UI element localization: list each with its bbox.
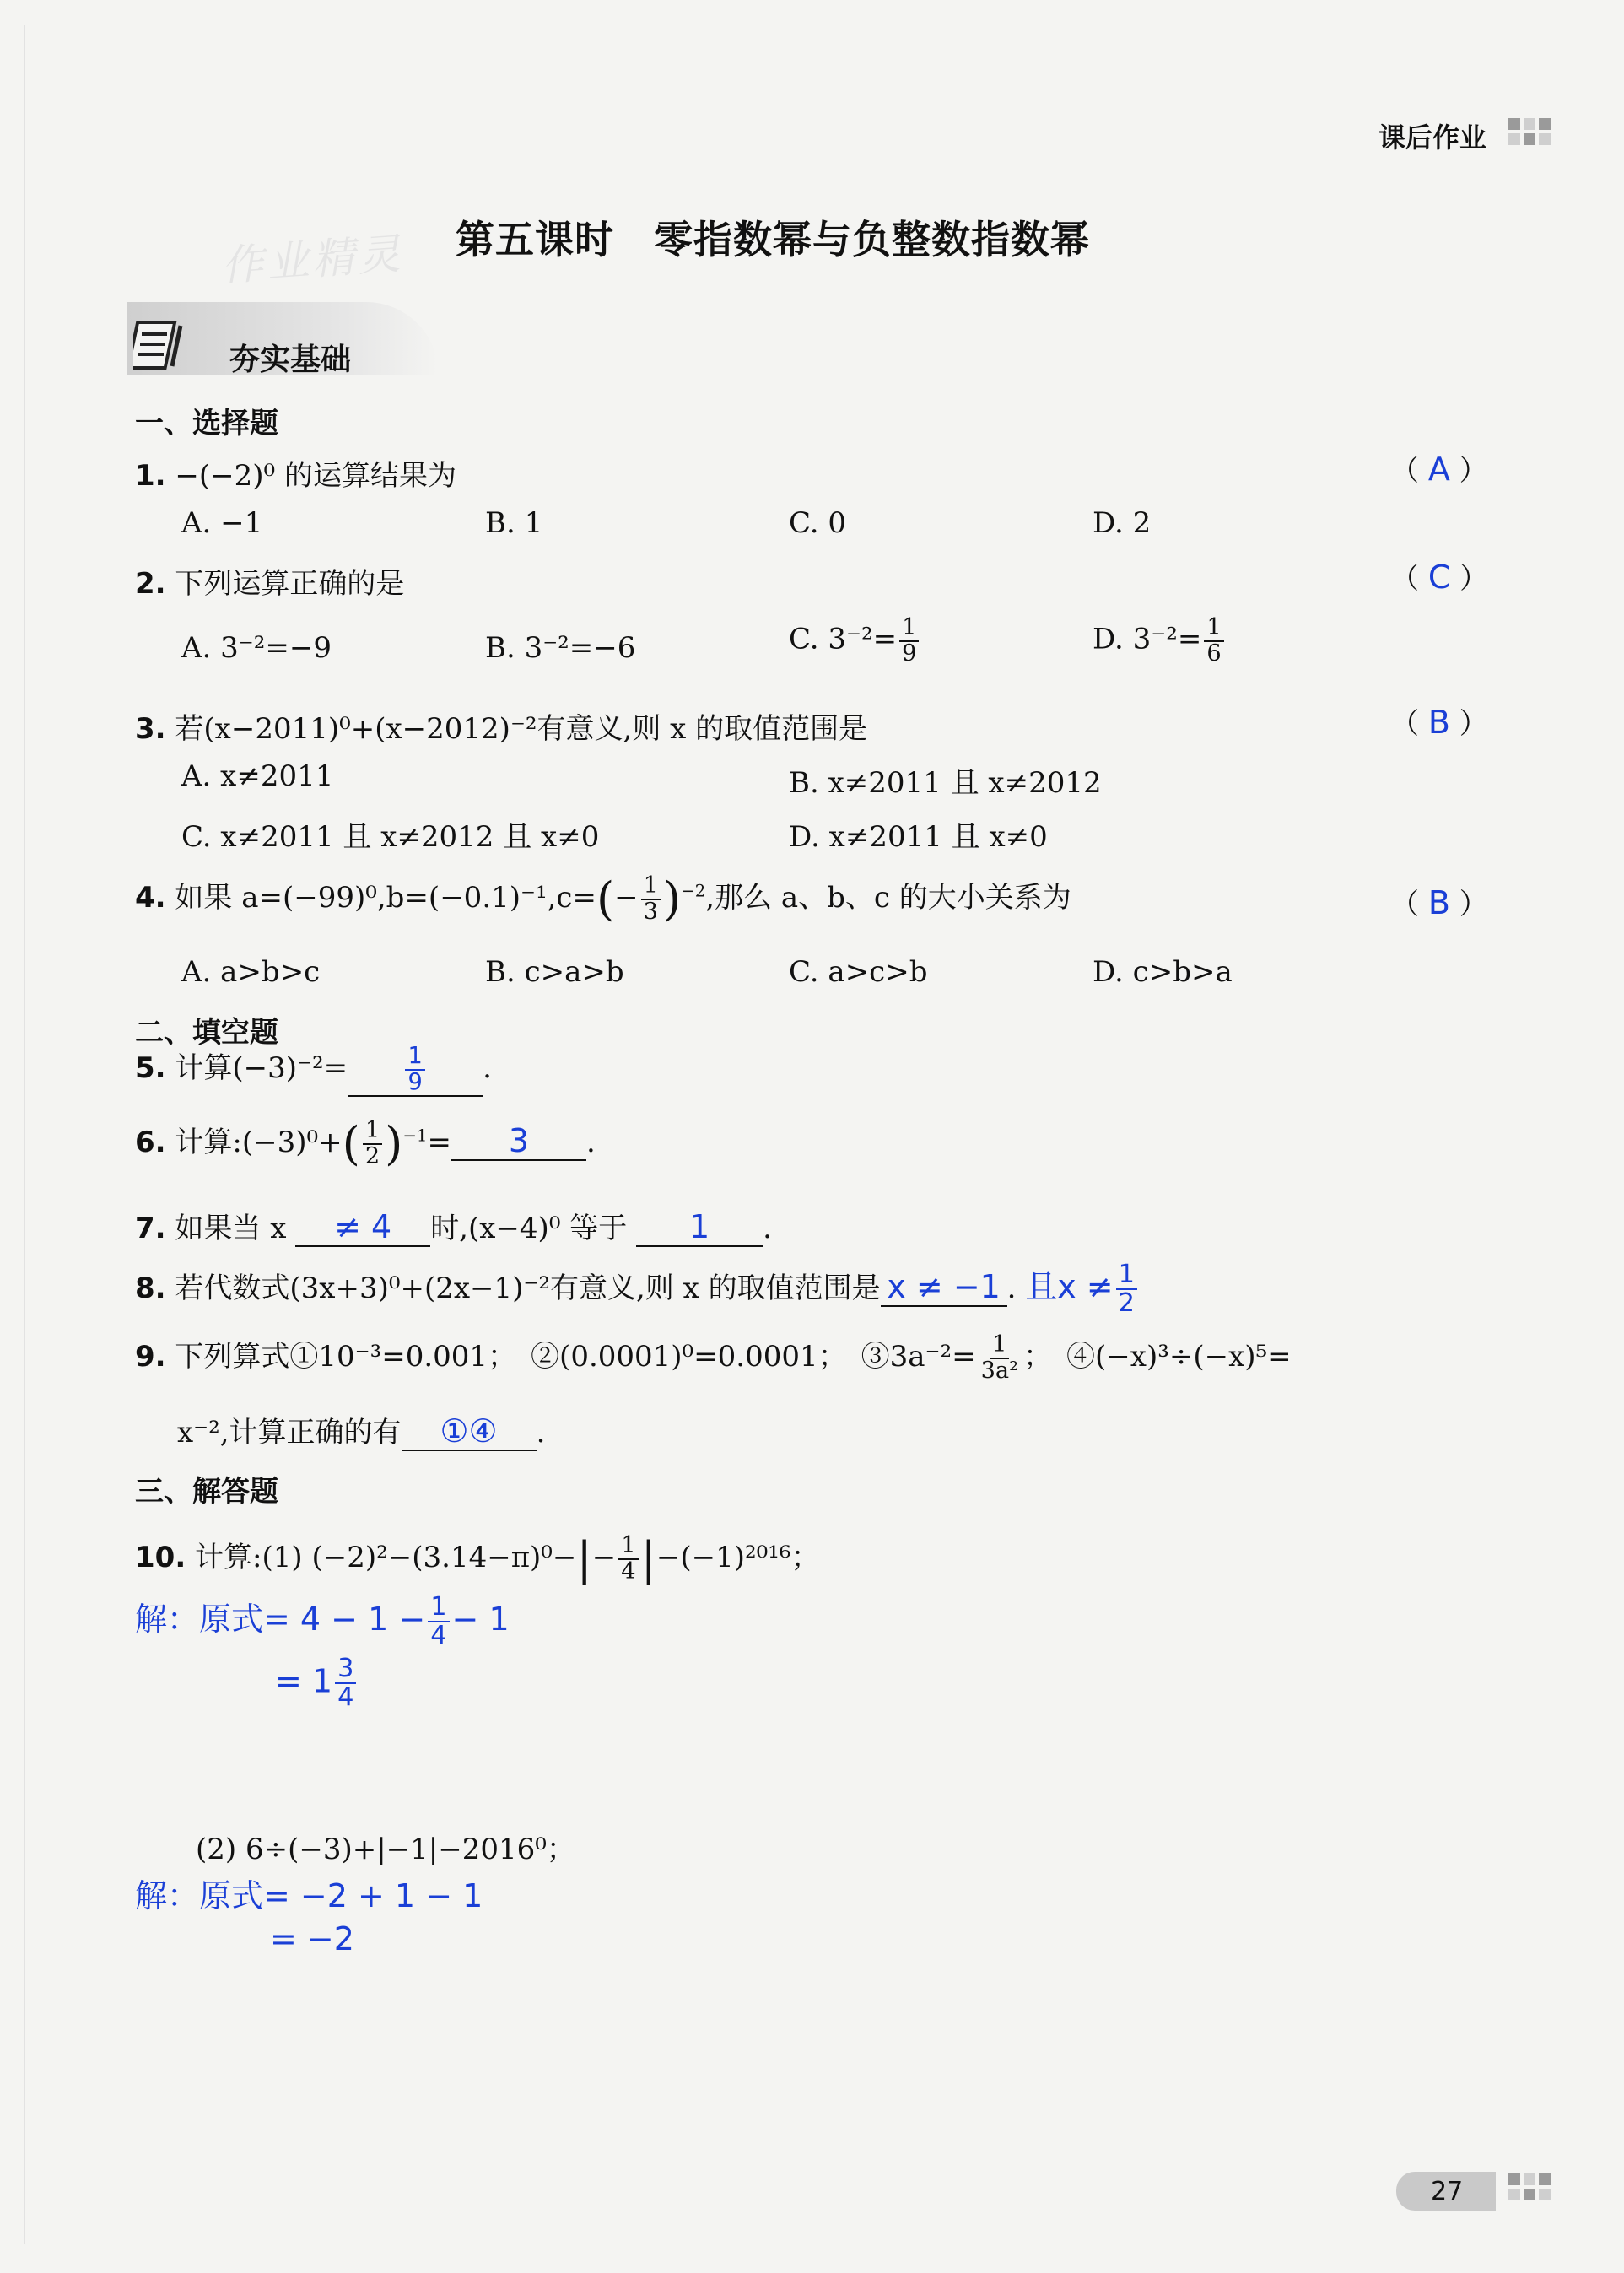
question-text: 时,(x−4)⁰ 等于: [430, 1212, 628, 1245]
question-number: 10.: [135, 1541, 186, 1574]
question-text: x⁻²,计算正确的有: [177, 1416, 402, 1450]
question-text: 计算:(−3)⁰+: [175, 1126, 343, 1159]
q4-option-b: B. c>a>b: [485, 955, 624, 989]
answer-5: $\frac{1}{9}$: [405, 1045, 424, 1094]
notebook-icon: [133, 319, 192, 373]
page-edge: [24, 25, 25, 2244]
q3-option-a: A. x≠2011: [181, 759, 334, 793]
question-text: 如果 a=(−99)⁰,b=(−0.1)⁻¹,c=: [175, 881, 596, 915]
question-text: ,那么 a、b、c 的大小关系为: [705, 881, 1071, 915]
question-text: 若(x−2011)⁰+(x−2012)⁻²有意义,则 x 的取值范围是: [175, 712, 868, 746]
question-text: 如果当 x: [175, 1212, 287, 1245]
answer-9: ①④: [440, 1412, 498, 1450]
question-text: 下列算式①10⁻³=0.001； ②(0.0001)⁰=0.0001； ③3a⁻²=: [175, 1340, 976, 1374]
question-number: 2.: [135, 567, 166, 601]
part-fill-heading: 二、填空题: [135, 1016, 278, 1050]
page-number: 27: [1431, 2177, 1464, 2206]
header-squares-icon: [1508, 118, 1551, 145]
answer-7b: 1: [688, 1208, 710, 1245]
q4-option-d: D. c>b>a: [1093, 955, 1233, 989]
question-1: [135, 452, 456, 494]
question-number: 9.: [135, 1340, 166, 1374]
q1-option-d: D. 2: [1093, 506, 1152, 540]
page-title: 第五课时 零指数幂与负整数指数幂: [456, 217, 1090, 262]
q1-option-a: A. −1: [181, 506, 263, 540]
question-number: 1.: [135, 459, 166, 493]
footer-squares-icon: [1508, 2173, 1551, 2200]
q3-option-c: C. x≠2011 且 x≠2012 且 x≠0: [181, 820, 600, 854]
q2-option-c: C. 3⁻²= $\frac{1}{9}$: [789, 616, 921, 666]
question-number: 6.: [135, 1126, 166, 1159]
question-2: [135, 560, 404, 602]
question-text: ； ④(−x)³÷(−x)⁵=: [1023, 1340, 1292, 1374]
question-text: 下列运算正确的是: [175, 567, 405, 601]
q2-option-d: D. 3⁻²= $\frac{1}{6}$: [1093, 616, 1227, 666]
q3-option-b: B. x≠2011 且 x≠2012: [789, 766, 1102, 800]
question-text: 若代数式(3x+3)⁰+(2x−1)⁻²有意义,则 x 的取值范围是: [175, 1271, 881, 1305]
q3-option-d: D. x≠2011 且 x≠0: [789, 820, 1048, 854]
question-10: 10. 计算:(1) (−2)²−(3.14−π)⁰−|− $\frac{1}{4}$ |−(−1)²⁰¹⁶；: [135, 1531, 820, 1585]
question-9: 9. 下列算式①10⁻³=0.001； ②(0.0001)⁰=0.0001； ③3a⁻²= $\frac{1}{\text{3a²}}$ ； ④(−x)³÷(−x)⁵=: [135, 1331, 1292, 1384]
answer-bracket-3: （ B ）: [1390, 704, 1488, 741]
question-4: 4. 如果 a=(−99)⁰,b=(−0.1)⁻¹,c=(− $\frac{1}{3}$ )$^{-2}$,那么 a、b、c 的大小关系为: [135, 872, 1071, 926]
question-number: 8.: [135, 1271, 166, 1305]
question-8: 8. 若代数式(3x+3)⁰+(2x−1)⁻²有意义,则 x 的取值范围是 x ≠ −1 . 且x ≠ $\frac{1}{2}$: [135, 1261, 1140, 1316]
question-text: −(−2)⁰ 的运算结果为: [175, 459, 456, 493]
answer-7a: ≠ 4: [334, 1208, 392, 1245]
header-label: 课后作业: [1379, 121, 1487, 154]
question-number: 3.: [135, 712, 166, 746]
question-10-part-2: (2) 6÷(−3)+|−1|−2016⁰；: [196, 1833, 575, 1866]
question-7: 7. 如果当 x ≠ 4 时,(x−4)⁰ 等于 1 .: [135, 1208, 772, 1245]
section-title: 夯实基础: [229, 343, 352, 377]
question-3: [135, 705, 867, 747]
part-choice-heading: 一、选择题: [135, 407, 278, 440]
answer-3: B: [1427, 704, 1450, 741]
watermark: 作业精灵: [219, 229, 406, 291]
answer-bracket-1: （ A ）: [1390, 451, 1488, 488]
answer-2: C: [1427, 559, 1451, 596]
question-text: −(−1)²⁰¹⁶；: [656, 1541, 820, 1574]
answer-8b: 且x ≠ $\frac{1}{2}$: [1025, 1268, 1140, 1305]
q2-option-a: A. 3⁻²=−9: [181, 631, 332, 665]
part-solve-heading: 三、解答题: [135, 1475, 278, 1509]
solution-2-line-2: = −2: [270, 1920, 354, 1957]
question-number: 5.: [135, 1051, 166, 1085]
q2-option-b: B. 3⁻²=−6: [485, 631, 636, 665]
answer-1: A: [1427, 451, 1450, 488]
question-text: 计算:(1) (−2)²−(3.14−π)⁰−: [195, 1541, 577, 1574]
answer-bracket-2: （ C ）: [1390, 559, 1489, 596]
answer-8a: x ≠ −1: [887, 1268, 1001, 1305]
answer-4: B: [1427, 884, 1450, 921]
answer-6: 3: [508, 1122, 530, 1159]
solution-1-line-1: 解：原式= 4 − 1 − $\frac{1}{4}$ − 1: [135, 1591, 510, 1650]
question-text: 计算(−3)⁻²=: [175, 1051, 348, 1085]
question-9-cont: x⁻²,计算正确的有 ①④ .: [177, 1412, 546, 1450]
question-number: 4.: [135, 881, 166, 915]
question-5: 5. 计算(−3)⁻²= $\frac{1}{9}$ .: [135, 1043, 492, 1095]
question-6: 6. 计算:(−3)⁰+( $\frac{1}{2}$ )$^{-1}$= 3 .: [135, 1116, 596, 1170]
q4-option-c: C. a>c>b: [789, 955, 928, 989]
question-number: 7.: [135, 1212, 166, 1245]
q1-option-b: B. 1: [485, 506, 543, 540]
answer-bracket-4: （ B ）: [1390, 884, 1488, 921]
q1-option-c: C. 0: [789, 506, 847, 540]
solution-1-line-2: = 1 $\frac{3}{4}$: [275, 1655, 359, 1711]
q4-option-a: A. a>b>c: [181, 955, 321, 989]
solution-2-line-1: 解：原式= −2 + 1 − 1: [135, 1877, 483, 1914]
